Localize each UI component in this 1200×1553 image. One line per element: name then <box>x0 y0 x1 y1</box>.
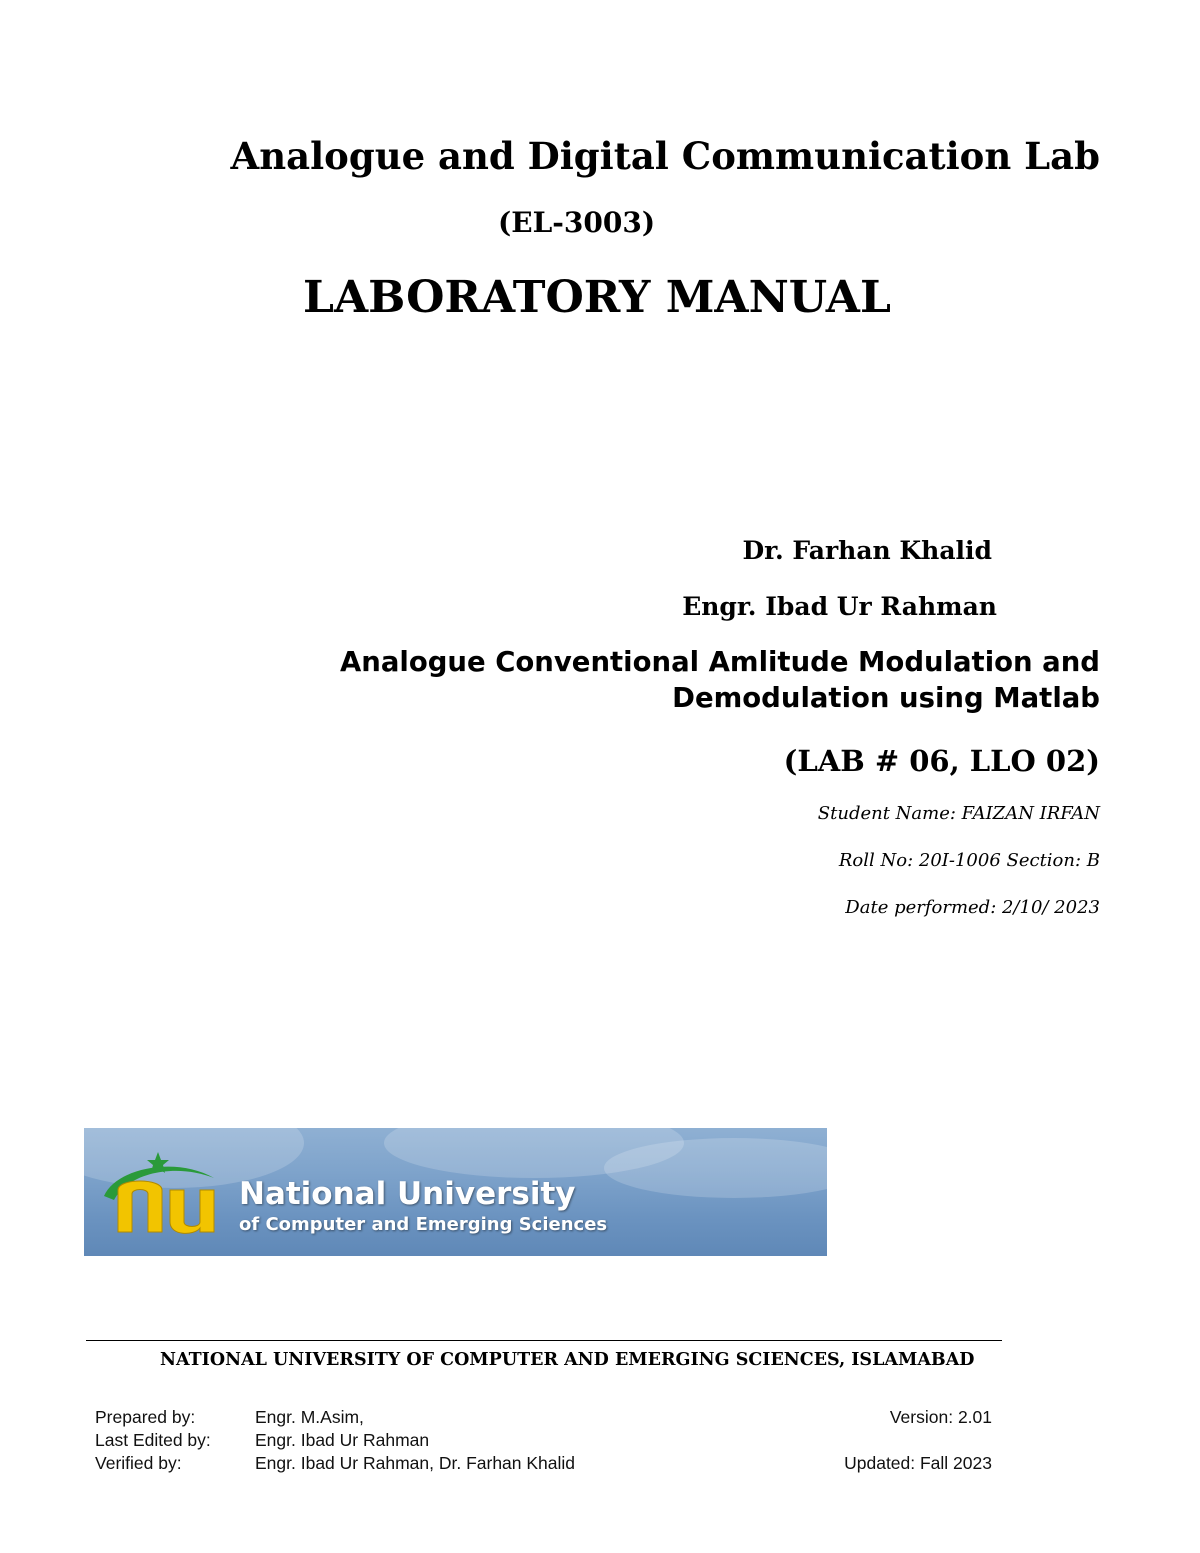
lab-number: (LAB # 06, LLO 02) <box>783 744 1100 778</box>
author-2: Engr. Ibad Ur Rahman <box>682 592 997 621</box>
updated-text: Updated: Fall 2023 <box>844 1453 992 1473</box>
lab-title-line-2: Demodulation using Matlab <box>672 682 1100 714</box>
footer-university-name: NATIONAL UNIVERSITY OF COMPUTER AND EMERGING SCIENCES, ISLAMABAD <box>160 1350 975 1370</box>
lab-title <box>200 644 1100 716</box>
course-title: Analogue and Digital Communication Lab <box>230 134 1100 178</box>
verified-by-value: Engr. Ibad Ur Rahman, Dr. Farhan Khalid <box>255 1453 576 1473</box>
course-code: (EL-3003) <box>498 206 656 239</box>
version-text: Version: 2.01 <box>889 1407 992 1427</box>
prepared-by-label: Prepared by: <box>95 1407 196 1427</box>
student-name: Student Name: FAIZAN IRFAN <box>817 803 1100 824</box>
university-banner <box>84 1128 827 1256</box>
last-edited-value: Engr. Ibad Ur Rahman <box>255 1430 430 1450</box>
author-1: Dr. Farhan Khalid <box>742 536 992 565</box>
verified-by-label: Verified by: <box>95 1453 182 1473</box>
banner-university-name: National University <box>239 1176 576 1212</box>
document-type-heading: LABORATORY MANUAL <box>303 272 891 323</box>
date-performed: Date performed: 2/10/ 2023 <box>845 897 1100 918</box>
last-edited-label: Last Edited by: <box>95 1430 211 1450</box>
nu-logo-icon <box>96 1148 236 1248</box>
banner-university-subtitle: of Computer and Emerging Sciences <box>239 1214 608 1235</box>
prepared-by-value: Engr. M.Asim, <box>255 1407 364 1427</box>
lab-title-line-1: Analogue Conventional Amlitude Modulation and <box>340 646 1100 678</box>
footer-divider <box>86 1340 1002 1341</box>
student-roll-section: Roll No: 20I-1006 Section: B <box>838 850 1100 871</box>
